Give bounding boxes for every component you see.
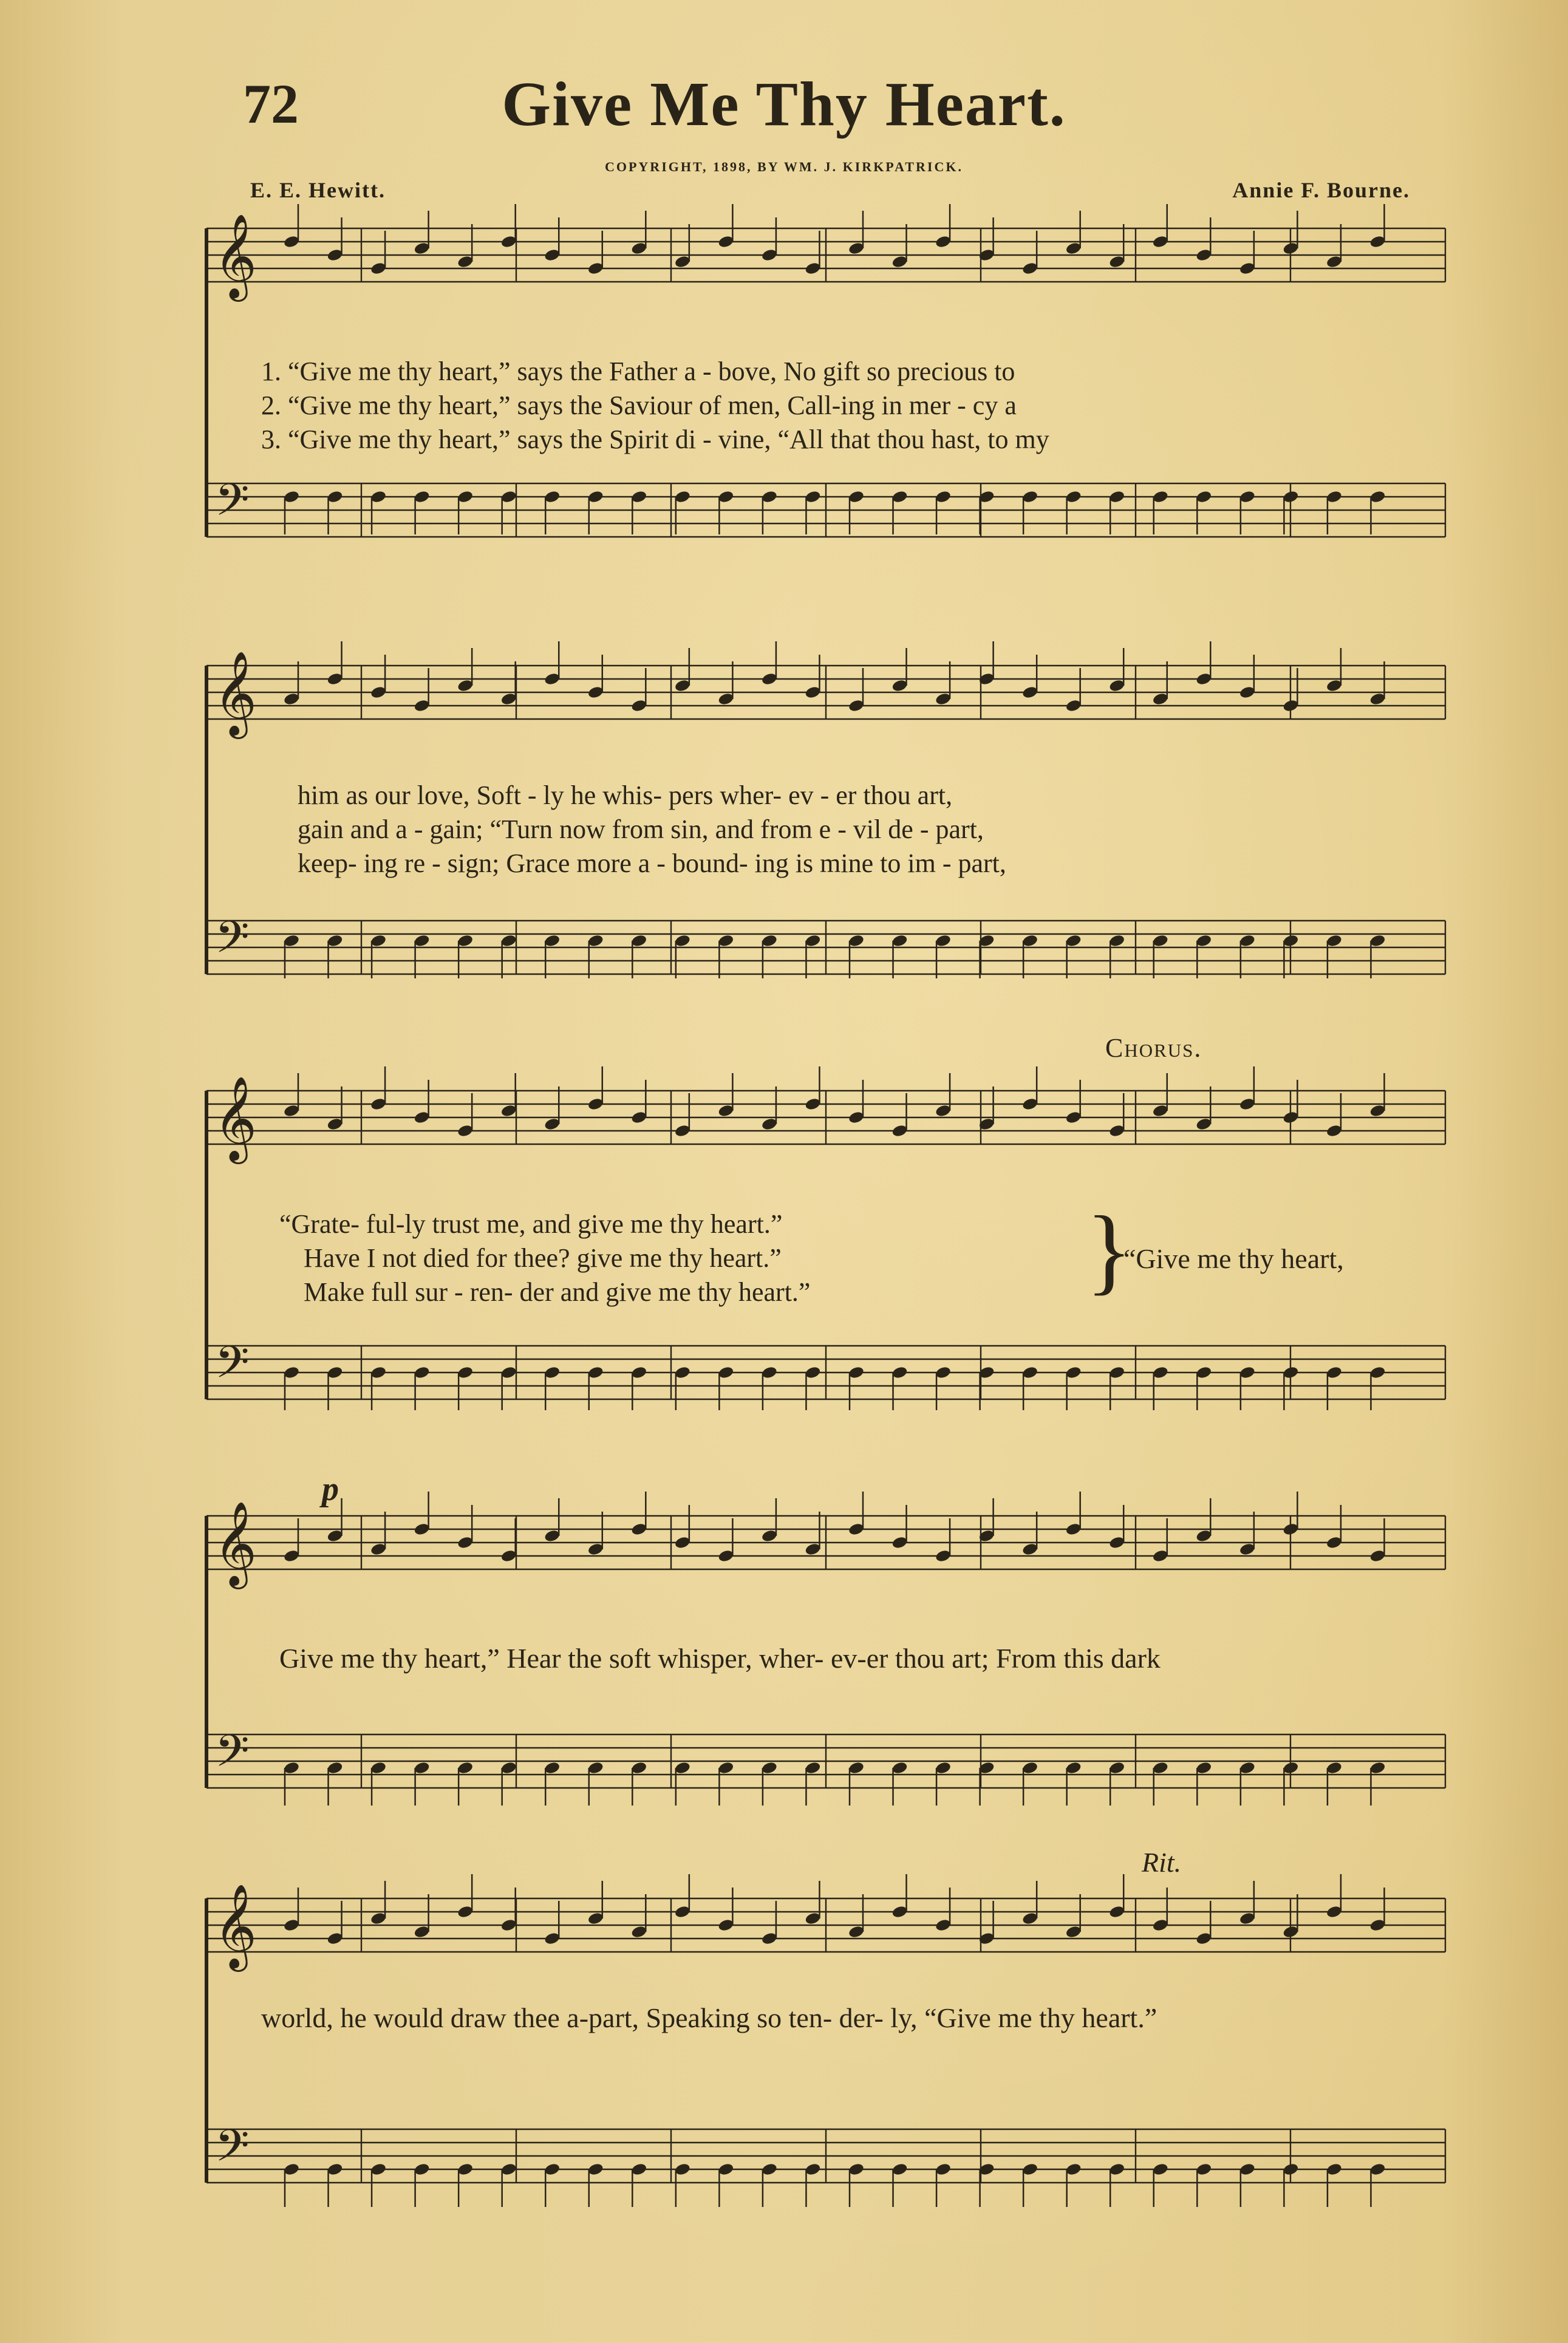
treble-clef-icon: 𝄞 xyxy=(214,214,257,298)
verse-line-2: gain and a - gain; “Turn now from sin, and from e - vil de - part, xyxy=(298,814,984,844)
verse-brace: } xyxy=(1086,1196,1133,1304)
verse-line-1: 1. “Give me thy heart,” says the Father a - bove, No gift so precious to xyxy=(261,356,1015,386)
hymn-title: Give Me Thy Heart. xyxy=(502,69,1066,139)
verse-line-2: 2. “Give me thy heart,” says the Saviour of men, Call-ing in mer - cy a xyxy=(261,390,1017,420)
bass-clef-icon: 𝄢 xyxy=(215,2120,250,2182)
chorus-lyric-line: Give me thy heart,” Hear the soft whisper, wher- ev-er thou art; From this dark xyxy=(279,1643,1161,1674)
chorus-line-3: Make full sur - ren- der and give me thy heart.” xyxy=(304,1277,811,1307)
notes xyxy=(283,1874,1386,2207)
tempo-marking: Rit. xyxy=(1142,1847,1182,1878)
bass-clef-icon: 𝄢 xyxy=(215,1725,250,1787)
verse-line-1: him as our love, Soft - ly he whis- pers wher- ev - er thou art, xyxy=(298,780,953,810)
dynamic-marking: p xyxy=(322,1470,339,1508)
treble-clef-icon: 𝄞 xyxy=(214,1884,257,1968)
composer-credit: Annie F. Bourne. xyxy=(1232,178,1410,202)
verse-line-3: keep- ing re - sign; Grace more a - bound- ing is mine to im - part, xyxy=(298,848,1006,878)
page-number: 72 xyxy=(243,73,299,135)
music-system-1 xyxy=(194,206,1457,595)
music-system-2 xyxy=(194,644,1457,1032)
chorus-line-1: “Grate- ful-ly trust me, and give me thy heart.” xyxy=(279,1209,783,1239)
bass-clef-icon: 𝄢 xyxy=(215,1336,250,1399)
music-system-5 xyxy=(194,1846,1457,2271)
lyricist-credit: E. E. Hewitt. xyxy=(250,178,386,202)
verse-line-3: 3. “Give me thy heart,” says the Spirit di - vine, “All that thou hast, to my xyxy=(261,425,1049,454)
copyright-notice: COPYRIGHT, 1898, BY WM. J. KIRKPATRICK. xyxy=(604,159,963,174)
music-system-3 xyxy=(194,1032,1457,1458)
staff-lines xyxy=(206,1898,1445,2183)
treble-clef-icon: 𝄞 xyxy=(214,651,257,735)
bass-clef-icon: 𝄢 xyxy=(215,911,250,974)
refrain-text: “Give me thy heart, xyxy=(1123,1243,1344,1274)
treble-clef-icon: 𝄞 xyxy=(214,1501,257,1586)
music-system-4 xyxy=(194,1470,1457,1846)
chorus-label: Chorus. xyxy=(1105,1033,1202,1063)
treble-clef-icon: 𝄞 xyxy=(214,1076,257,1161)
bass-clef-icon: 𝄢 xyxy=(215,474,250,536)
treble-bass-staff xyxy=(194,1877,1457,2241)
chorus-line-2: Have I not died for thee? give me thy heart.” xyxy=(304,1243,782,1273)
chorus-lyric-line: world, he would draw thee a-part, Speaking so ten- der- ly, “Give me thy heart.” xyxy=(261,2002,1157,2033)
